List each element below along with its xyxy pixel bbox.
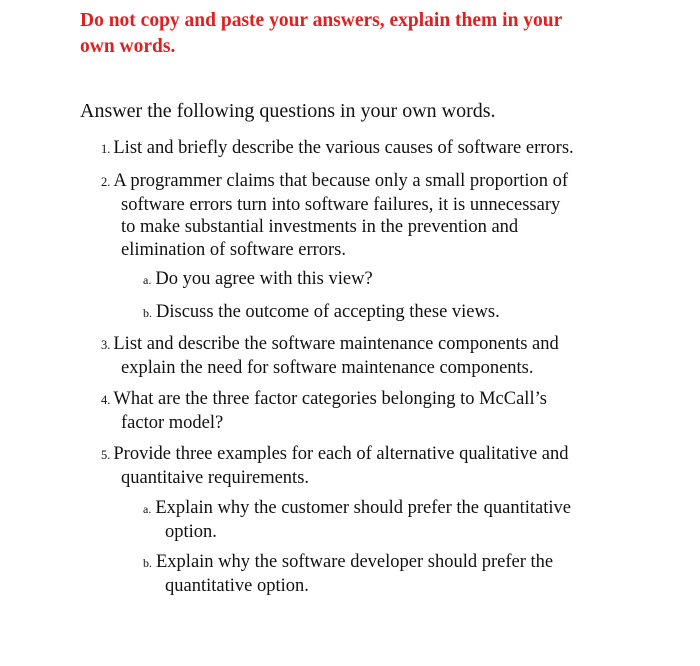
- question-5-text-2: quantitaive requirements.: [121, 467, 310, 488]
- question-2-line-1: [101, 170, 568, 194]
- question-5: [101, 443, 569, 489]
- question-1-line-1: [101, 137, 574, 161]
- question-2a-marker: a.: [143, 273, 152, 287]
- question-4-number: 4.: [101, 393, 111, 407]
- question-1: [101, 137, 574, 161]
- question-3-text-2: explain the need for software maintenance components.: [121, 357, 534, 378]
- question-2b-line-1: [143, 301, 500, 325]
- question-5a-text-1: Explain why the customer should prefer the quantitative: [155, 498, 571, 518]
- question-5-line-1: [101, 443, 569, 467]
- question-5a: [143, 497, 571, 543]
- question-5a-text-2: option.: [165, 521, 217, 542]
- copy-warning-notice: [80, 8, 640, 60]
- question-2-text-1: A programmer claims that because only a small proportion of: [113, 171, 569, 191]
- question-2a-text: Do you agree with this view?: [155, 269, 373, 289]
- question-2-number: 2.: [101, 175, 111, 189]
- question-1-number: 1.: [101, 142, 111, 156]
- question-2b: [143, 301, 500, 325]
- question-3-text-1: List and describe the software maintenance components and: [113, 334, 559, 354]
- question-3-number: 3.: [101, 338, 111, 352]
- question-5b-text-1: Explain why the software developer should prefer the: [156, 552, 554, 572]
- question-5b-line-1: [143, 551, 553, 575]
- question-2: [101, 170, 568, 261]
- question-5b-marker: b.: [143, 556, 152, 570]
- instructions-heading: Answer the following questions in your own words.: [80, 100, 496, 122]
- question-2a-line-1: [143, 268, 373, 292]
- question-5b-text-2: quantitative option.: [165, 575, 309, 596]
- question-1-text: List and briefly describe the various causes of software errors.: [113, 138, 574, 158]
- question-4-text-2: factor model?: [121, 412, 224, 433]
- question-2b-text: Discuss the outcome of accepting these views.: [156, 302, 500, 322]
- question-5-number: 5.: [101, 448, 111, 462]
- question-2-text-2: software errors turn into software failures, it is unnecessary: [121, 194, 561, 215]
- question-5-text-1: Provide three examples for each of alternative qualitative and: [113, 444, 569, 464]
- question-2-text-4: elimination of software errors.: [121, 239, 347, 260]
- question-2-text-3: to make substantial investments in the prevention and: [121, 217, 519, 237]
- question-5a-line-1: [143, 497, 571, 521]
- question-2b-marker: b.: [143, 306, 152, 320]
- question-4-line-1: [101, 388, 547, 412]
- question-5a-marker: a.: [143, 502, 152, 516]
- warning-line-1: Do not copy and paste your answers, explain them in your: [80, 10, 563, 31]
- question-4-text-1: What are the three factor categories belonging to McCall’s: [113, 389, 547, 409]
- question-5b: [143, 551, 553, 597]
- warning-line-2: own words.: [80, 36, 176, 57]
- question-4: [101, 388, 547, 434]
- question-3: [101, 333, 559, 379]
- question-2a: [143, 268, 373, 292]
- question-3-line-1: [101, 333, 559, 357]
